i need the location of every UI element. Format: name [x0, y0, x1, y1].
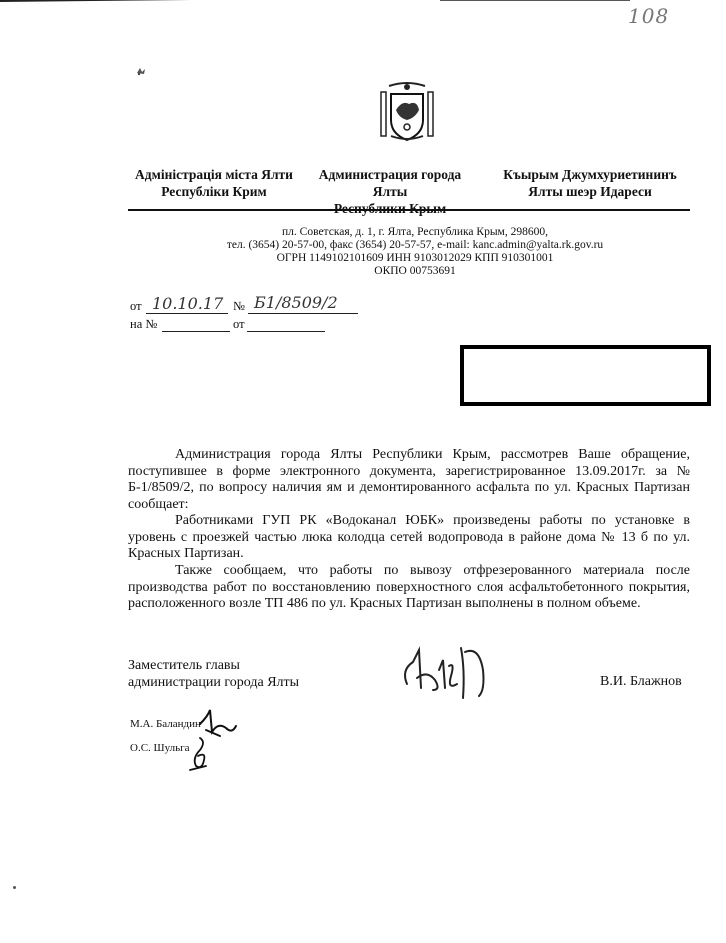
ref-number-handwritten: Б1/8509/2: [254, 293, 338, 312]
body-paragraph-1: Администрация города Ялты Республики Крым, рассмотрев Ваше обращение, поступившее в форме электронного документа, зарегистрированное 13.09.2017г. за № Б-1/8509/2, по вопросу наличия ям и демонтированного асфальта по ул. Красных Партизан сообщает:: [128, 447, 690, 512]
header-russian-line-1: Администрация города Ялты: [318, 167, 462, 199]
reply-number-label: на №: [130, 317, 158, 331]
reply-number-line: [162, 331, 230, 332]
contact-block: [150, 226, 680, 278]
reply-date-line: [247, 331, 325, 332]
scan-edge-line: [440, 0, 630, 1]
reply-from-label: от: [233, 317, 245, 331]
contact-okpo: ОКПО 00753691: [374, 265, 456, 277]
coat-of-arms-icon: [377, 80, 437, 142]
body-paragraph-2: Работниками ГУП РК «Водоканал ЮБК» произведены работы по установке в уровень с проезжей частью люка колодца сетей водопровода в районе дома № 13 б по ул. Красных Партизан.: [128, 513, 690, 561]
contact-address: пл. Советская, д. 1, г. Ялта, Республика Крым, 298600,: [282, 226, 548, 238]
executor-1-initials-icon: [196, 708, 238, 738]
signatory-title-line-1: Заместитель главы: [128, 658, 240, 673]
handwritten-signature-icon: [395, 640, 505, 700]
body-paragraph-3: Также сообщаем, что работы по вывозу отфрезерованного материала после производства работ по восстановлению поверхностного слоя асфальтобетонного покрытия, расположенного возле ТП 486 по ул. Красных Партизан выполнены в полном объеме.: [128, 563, 690, 611]
contact-registry: ОГРН 1149102101609 ИНН 9103012029 КПП 910301001: [276, 252, 554, 264]
handwritten-page-number: 108: [628, 4, 670, 28]
executor-2-initials-icon: [186, 736, 212, 772]
header-divider: [128, 209, 690, 211]
ref-number-line: [248, 313, 358, 314]
signatory-title: [128, 657, 299, 691]
contact-phones: тел. (3654) 20-57-00, факс (3654) 20-57-57, e-mail: kanc.admin@yalta.rk.gov.ru: [226, 239, 604, 251]
redacted-addressee-box: [460, 345, 711, 406]
header-crimean-tatar-line-1: Къырым Джумхуриетининъ: [503, 167, 677, 182]
ref-date-line: [146, 313, 228, 314]
header-ukrainian-line-1: Адміністрація міста Ялти: [135, 167, 293, 182]
scan-edge-line: [0, 0, 460, 2]
header-crimean-tatar-line-2: Ялты шеэр Идареси: [528, 184, 652, 199]
scan-dot: [13, 886, 16, 889]
ref-date-handwritten: 10.10.17: [152, 294, 224, 313]
signatory-title-line-2: администрации города Ялты: [128, 675, 300, 690]
header-ukrainian: [128, 166, 300, 200]
executor-1: М.А. Баландин: [130, 718, 201, 730]
executor-2: О.С. Шульга: [130, 742, 190, 754]
header-ukrainian-line-2: Республіки Крим: [161, 184, 267, 199]
ref-from-label: от: [130, 299, 142, 313]
ref-number-label: №: [233, 299, 245, 313]
scan-speck-icon: [134, 64, 148, 78]
signatory-name: В.И. Блажнов: [600, 674, 682, 689]
header-crimean-tatar: [500, 166, 680, 200]
